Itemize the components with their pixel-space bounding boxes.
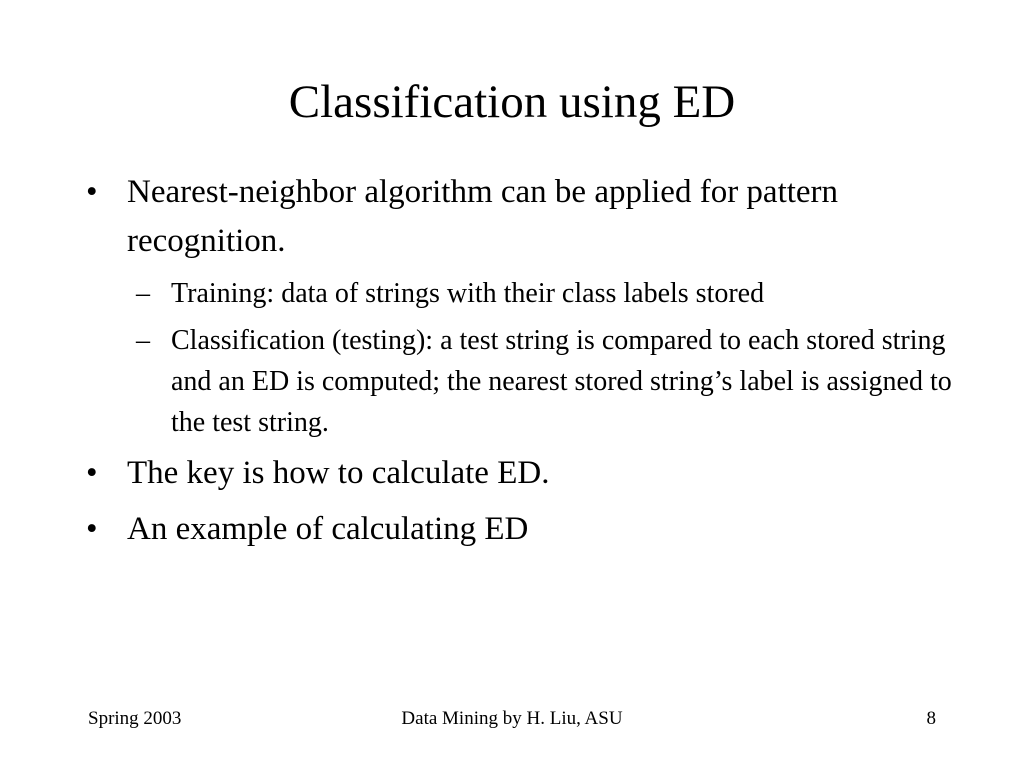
sub-bullet-item (80, 273, 960, 314)
bullet-icon: • (86, 455, 98, 491)
sub-bullet-text: Training: data of strings with their class labels stored (171, 278, 765, 309)
footer-page-number: 8 (926, 708, 936, 729)
dash-icon: – (136, 278, 150, 309)
bullet-item (80, 168, 960, 266)
sub-bullet-item (80, 320, 960, 443)
bullet-item (80, 505, 960, 554)
slide-body (80, 168, 960, 561)
bullet-text: An example of calculating ED (127, 511, 529, 547)
bullet-icon: • (86, 511, 98, 547)
bullet-text: Nearest-neighbor algorithm can be applied for pattern recognition. (127, 174, 839, 259)
bullet-text: The key is how to calculate ED. (127, 455, 550, 491)
slide-title: Classification using ED (288, 76, 736, 128)
bullet-item (80, 449, 960, 498)
footer-author: Data Mining by H. Liu, ASU (401, 708, 623, 729)
footer-date: Spring 2003 (88, 708, 182, 729)
dash-icon: – (136, 325, 150, 356)
sub-bullet-text: Classification (testing): a test string is compared to each stored string and an ED is computed; the nearest stored string’s label is assigned to the test string. (171, 325, 952, 438)
bullet-icon: • (86, 174, 98, 210)
